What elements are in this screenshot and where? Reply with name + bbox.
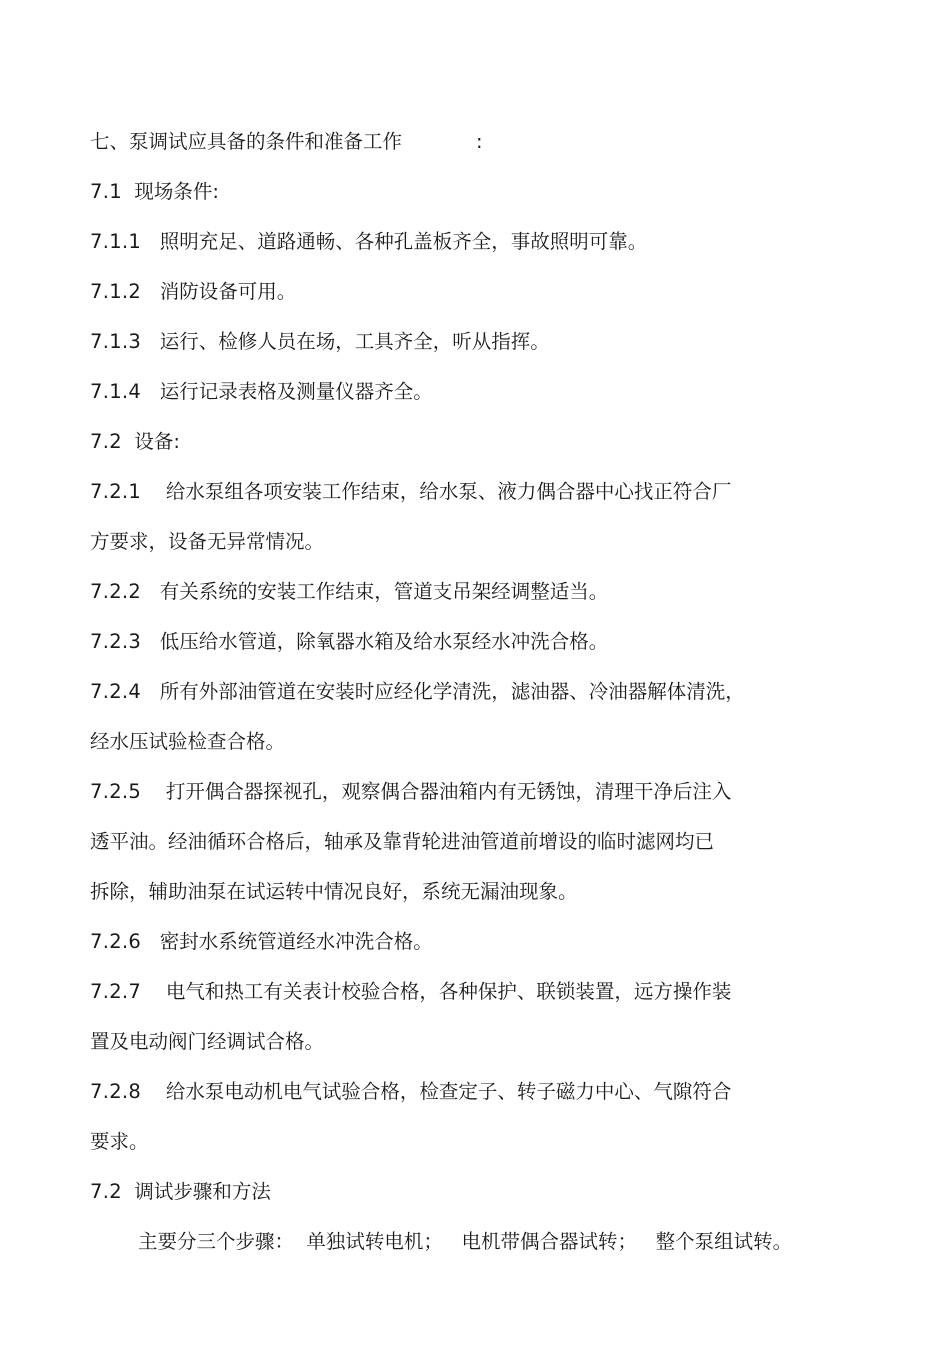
clause-number: 7.2.2	[90, 580, 142, 603]
clause-7-2-7-continued	[90, 1029, 324, 1055]
clause-number: 7.2.8	[90, 1080, 142, 1103]
clause-number: 7.2.3	[90, 630, 142, 653]
step-3: 整个泵组试转。	[655, 1230, 793, 1253]
subsection-title: 现场条件:	[134, 180, 219, 203]
clause-text: 电气和热工有关表计校验合格，各种保护、联锁装置，远方操作装	[165, 980, 732, 1003]
clause-text: 密封水系统管道经水冲洗合格。	[159, 930, 433, 953]
clause-text: 有关系统的安装工作结束，管道支吊架经调整适当。	[159, 580, 609, 603]
clause-text: 方要求，设备无异常情况。	[90, 530, 325, 553]
steps-paragraph	[138, 1229, 792, 1255]
clause-text: 置及电动阀门经调试合格。	[90, 1030, 325, 1053]
clause-7-2-3	[90, 629, 608, 655]
section-title: 七、泵调试应具备的条件和准备工作	[90, 130, 403, 153]
clause-7-2-8-continued	[90, 1129, 149, 1155]
subsection-title: 调试步骤和方法	[134, 1180, 271, 1203]
clause-number: 7.2.7	[90, 980, 142, 1003]
clause-7-1-3	[90, 329, 550, 355]
clause-text: 拆除，辅助油泵在试运转中情况良好，系统无漏油现象。	[90, 880, 578, 903]
subsection-title: 设备:	[134, 430, 180, 453]
clause-text: 经水压试验检查合格。	[90, 730, 286, 753]
clause-7-1-1	[90, 229, 647, 255]
clause-7-2-1	[90, 479, 731, 505]
clause-text: 运行记录表格及测量仪器齐全。	[159, 380, 433, 403]
clause-7-2-5	[90, 779, 731, 805]
clause-number: 7.2.4	[90, 680, 142, 703]
clause-text: 要求。	[90, 1130, 149, 1153]
clause-text: 所有外部油管道在安装时应经化学清洗，滤油器、冷油器解体清洗，	[159, 680, 745, 703]
clause-text: 照明充足、道路通畅、各种孔盖板齐全，事故照明可靠。	[159, 230, 648, 253]
clause-number: 7.1.4	[90, 380, 142, 403]
clause-text: 运行、检修人员在场，工具齐全，听从指挥。	[159, 330, 550, 353]
steps-intro: 主要分三个步骤：	[138, 1230, 295, 1253]
clause-text: 打开偶合器探视孔，观察偶合器油箱内有无锈蚀，清理干净后注入	[165, 780, 732, 803]
clause-7-2-7	[90, 979, 731, 1005]
subsection-heading-7-1	[90, 179, 219, 205]
clause-7-1-4	[90, 379, 433, 405]
clause-number: 7.1.2	[90, 280, 142, 303]
clause-7-2-4	[90, 679, 745, 705]
section-heading	[90, 129, 402, 155]
clause-text: 给水泵组各项安装工作结束，给水泵、液力偶合器中心找正符合厂	[165, 480, 732, 503]
step-2: 电机带偶合器试转；	[461, 1230, 638, 1253]
clause-text: 透平油。经油循环合格后，轴承及靠背轮进油管道前增设的临时滤网均已	[90, 830, 715, 853]
subsection-heading-7-2-steps	[90, 1179, 271, 1205]
clause-text: 低压给水管道，除氧器水箱及给水泵经水冲洗合格。	[159, 630, 609, 653]
clause-7-2-2	[90, 579, 608, 605]
clause-7-2-4-continued	[90, 729, 285, 755]
clause-number: 7.1	[90, 180, 122, 203]
clause-number: 7.2	[90, 430, 122, 453]
step-1: 单独试转电机；	[306, 1230, 443, 1253]
clause-7-2-1-continued	[90, 529, 324, 555]
clause-7-2-5-continued	[90, 829, 714, 855]
clause-number: 7.1.1	[90, 230, 142, 253]
clause-7-2-6	[90, 929, 433, 955]
clause-number: 7.2	[90, 1180, 122, 1203]
clause-text: 给水泵电动机电气试验合格，检查定子、转子磁力中心、气隙符合	[165, 1080, 732, 1103]
clause-number: 7.2.6	[90, 930, 142, 953]
clause-7-1-2	[90, 279, 296, 305]
clause-7-2-5-continued	[90, 879, 578, 905]
section-heading-colon: :	[476, 130, 483, 153]
clause-number: 7.2.5	[90, 780, 142, 803]
clause-number: 7.1.3	[90, 330, 142, 353]
clause-number: 7.2.1	[90, 480, 142, 503]
subsection-heading-7-2	[90, 429, 180, 455]
clause-text: 消防设备可用。	[159, 280, 297, 303]
clause-7-2-8	[90, 1079, 731, 1105]
